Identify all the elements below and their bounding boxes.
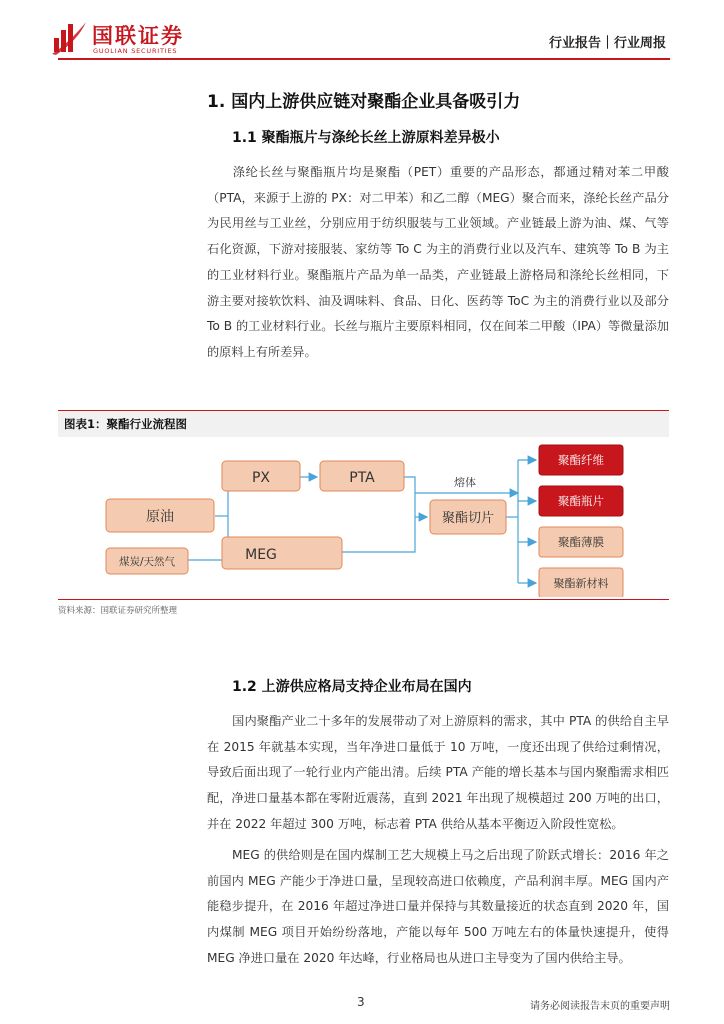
paragraph-text: 国内聚酯产业二十多年的发展带动了对上游原料的需求，其中 PTA 的供给自主早在 2015 年就基本实现，当年净进口量低于 10 万吨，一度还出现了供给过剩情况，导致后面出现了一轮行业内产能出清。后续 PTA 产能的增长基本与国内聚酯需求相匹配，净进口量基本都在零附近震荡，直到 2021 年出现了规模超过 200 万吨的出口，并在 2022 年超过 300 万吨，标志着 PTA 供给从基本平衡迈入阶段性宽松。: [207, 714, 669, 831]
section-1-heading: 1. 国内上游供应链对聚酯企业具备吸引力: [207, 92, 521, 112]
subsection-1-1-heading: 1.1 聚酯瓶片与涤纶长丝上游原料差异极小: [232, 130, 500, 146]
footer-disclaimer: 请务必阅读报告末页的重要声明: [530, 1001, 670, 1012]
node-meg-label: MEG: [245, 547, 277, 563]
page-number: 3: [357, 995, 365, 1009]
node-polyester-film-label: 聚酯薄膜: [558, 535, 604, 549]
subsection-1-2-paragraph-1: [207, 709, 669, 838]
figure-title: 图表1：聚酯行业流程图: [64, 417, 188, 431]
node-polyester-newmat-label: 聚酯新材料: [553, 577, 609, 590]
flow-line: [342, 517, 415, 552]
flow-line: [404, 477, 415, 517]
node-polyester-chips-label: 聚酯切片: [441, 511, 495, 526]
figure-title-bar: [58, 411, 669, 437]
figure-1: [58, 410, 669, 600]
figure-source: 资料来源：国联证券研究所整理: [58, 606, 178, 616]
guolian-logo-icon: [50, 18, 88, 56]
subsection-1-1-paragraph: [207, 160, 669, 366]
paragraph-text: MEG 的供给则是在国内煤制工艺大规模上马之后出现了阶跃式增长：2016 年之前国内 MEG 产能少于净进口量，呈现较高进口依赖度，产品利润丰厚。MEG 国内产能稳步提升，在 2016 年超过净进口量并保持与其数量接近的状态直到 2020 年，国内煤制 MEG 项目开始纷纷落地，产能以每年 500 万吨左右的体量快速提升，使得 MEG 净进口量在 2020 年达峰，行业格局也从进口主导变为了国内供给主导。: [207, 848, 669, 965]
subsection-1-2-paragraph-2: [207, 843, 669, 972]
logo-chinese-name: 国联证券: [92, 24, 184, 48]
node-pta-label: PTA: [349, 470, 375, 486]
subsection-1-2-heading: 1.2 上游供应格局支持企业布局在国内: [232, 679, 472, 695]
polyester-flowchart: [58, 437, 669, 597]
node-px-label: PX: [251, 470, 271, 486]
melt-label: 熔体: [454, 476, 476, 489]
node-polyester-bottle-label: 聚酯瓶片: [558, 494, 604, 508]
report-type-label: 行业报告｜行业周报: [548, 36, 666, 51]
node-coal-gas-label: 煤炭/天然气: [118, 556, 176, 568]
company-logo: [50, 18, 200, 60]
paragraph-text: 涤纶长丝与聚酯瓶片均是聚酯（PET）重要的产品形态，都通过精对苯二甲酸（PTA，来源于上游的 PX：对二甲苯）和乙二醇（MEG）聚合而来，涤纶长丝产品分为民用丝与工业丝，分别应用于纺织服装与工业领域。产业链最上游为油、煤、气等石化资源，下游对接服装、家纺等 To C 为主的消费行业以及汽车、建筑等 To B 为主的工业材料行业。聚酯瓶片产品为单一品类，产业链最上游格局和涤纶长丝相同，下游主要对接软饮料、油及调味料、食品、日化、医药等 ToC 为主的消费行业以及部分 To B 的工业材料行业。长丝与瓶片主要原料相同，仅在间苯二甲酸（IPA）等微量添加的原料上有所差异。: [207, 165, 669, 359]
node-polyester-fiber-label: 聚酯纤维: [558, 453, 604, 467]
logo-english-name: GUOLIAN SECURITIES: [93, 47, 178, 55]
node-crude-oil-label: 原油: [146, 509, 174, 525]
header-divider: [58, 58, 670, 60]
node-meg: [222, 537, 342, 569]
